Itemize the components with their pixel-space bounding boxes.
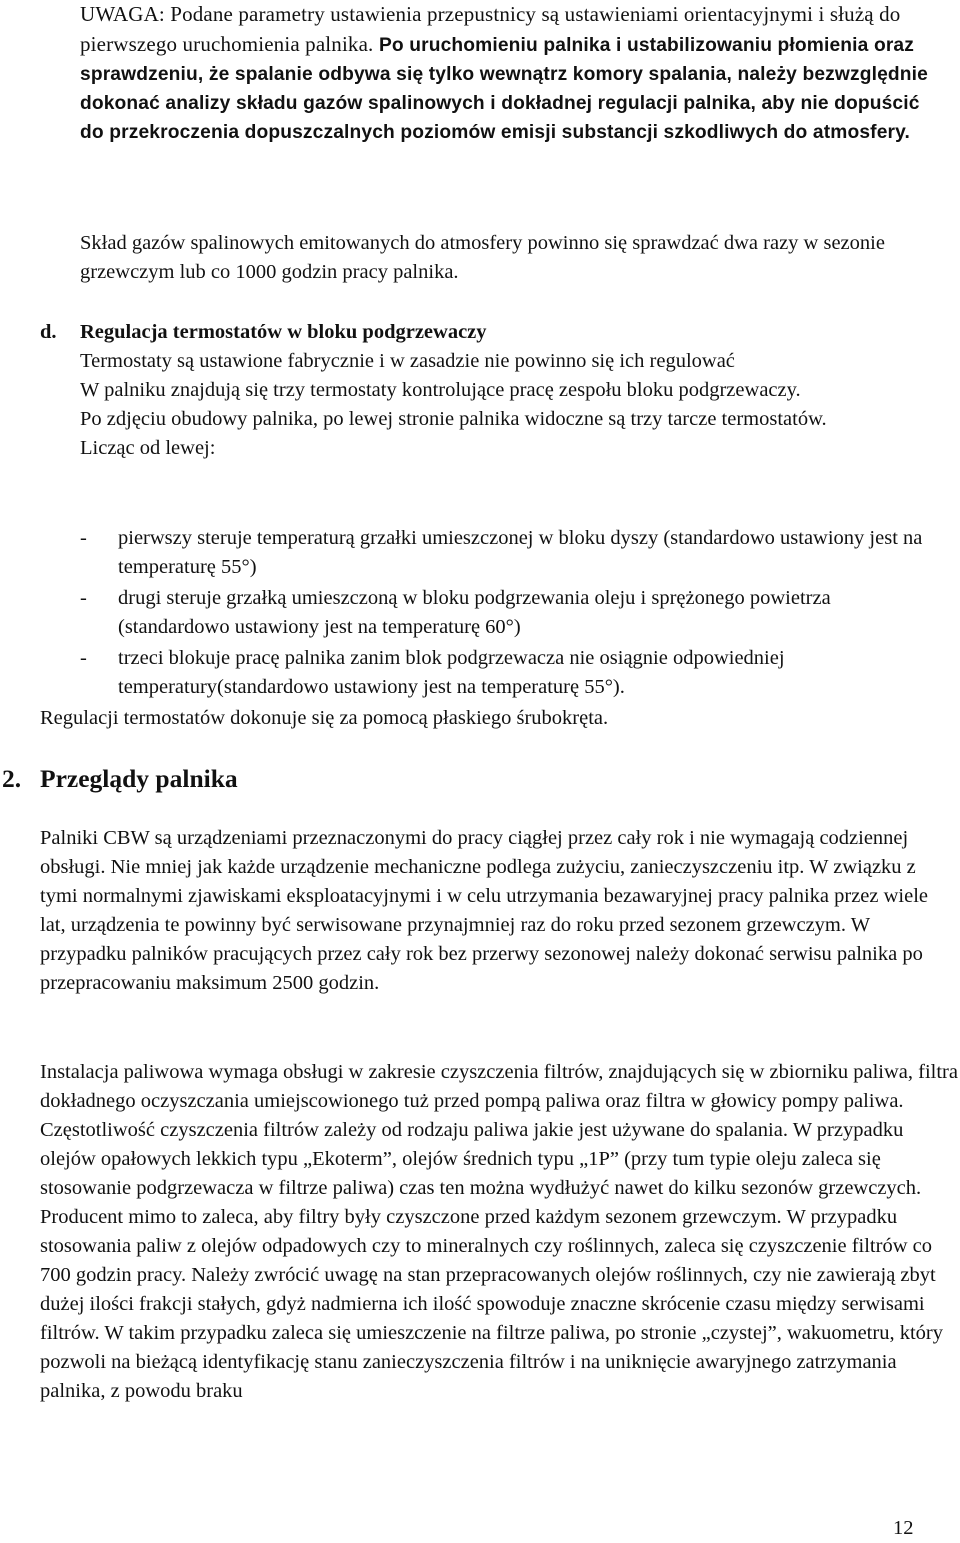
section-2-paragraph — [40, 824, 940, 998]
list-dash: - — [80, 527, 87, 549]
list-dash: - — [80, 647, 87, 669]
section-2-title: Przeglądy palnika — [40, 764, 238, 793]
list-item — [80, 524, 940, 582]
paragraph-text: Palniki CBW są urządzeniami przeznaczonymi do pracy ciągłej przez cały rok i nie wymagają codziennej obsługi. Nie mniej jak każde urządzenie mechaniczne podlega zużyciu, zanieczyszczeniu itp. W związku z tymi normalnymi zjawiskami eksploatacyjnymi i w celu utrzymania bezawaryjnej pracy palnika przez wiele lat, urządzenia te powinny być serwisowane przynajmniej raz do roku przed sezonem grzewczym. W przypadku palników pracujących przez cały rok bez przerwy sezonowej należy dokonać serwisu palnika po przepracowaniu maksimum 2500 godzin. — [40, 827, 929, 994]
section-d-heading — [40, 318, 487, 347]
section-2-paragraph — [40, 1058, 958, 1406]
section-d-letter: d. — [40, 321, 57, 343]
section-d-line: Po zdjęciu obudowy palnika, po lewej stronie palnika widoczne są trzy tarcze termostatów. — [80, 408, 827, 430]
list-item-text: trzeci blokuje pracę palnika zanim blok podgrzewacza nie osiągnie odpowiedniej temperatury(standardowo ustawiony jest na temperaturę 55°). — [118, 647, 785, 698]
list-dash: - — [80, 587, 87, 609]
section-d-closing: Regulacji termostatów dokonuje się za pomocą płaskiego śrubokręta. — [40, 707, 609, 729]
section-d-line: Licząc od lewej: — [80, 437, 216, 459]
list-item-text: pierwszy steruje temperaturą grzałki umieszczonej w bloku dyszy (standardowo ustawiony jest na temperaturę 55°) — [118, 527, 923, 578]
section-2-number: 2. — [2, 764, 22, 793]
section-d-line: W palniku znajdują się trzy termostaty kontrolujące pracę zespołu bloku podgrzewaczy. — [80, 379, 801, 401]
paragraph-text: Instalacja paliwowa wymaga obsługi w zakresie czyszczenia filtrów, znajdujących się w zbiorniku paliwa, filtra dokładnego oczyszczania umiejscowionego tuż przed pompą paliwa oraz filtra w głowicy pompy paliwa. Częstotliwość czyszczenia filtrów zależy od rodzaju paliwa jakie jest używane do spalania. W przypadku olejów opałowych lekkich typu „Ekoterm”, olejów średnich typu „1P” (przy tum typie oleju zaleca się stosowanie podgrzewacza w filtrze paliwa) czas ten można wydłużyć nawet do kilku sezonów grzewczych. Producent mimo to zaleca, aby filtry były czyszczone przed każdym sezonem grzewczym. W przypadku stosowania paliw z olejów odpadowych czy to mineralnych czy roślinnych, zaleca się czyszczenie filtrów co 700 godzin pracy. Należy zwrócić uwagę na stan przepracowanych olejów roślinnych, czy nie zawierają zbyt dużej ilości frakcji stałych, gdyż nadmierna ich ilość spowoduje znaczne skrócenie czasu między serwisami filtrów. W takim przypadku zaleca się umieszczenie na filtrze paliwa, po stronie „czystej”, wakuometru, który pozwoli na bieżącą identyfikację stanu zanieczyszczenia filtrów i na uniknięcie awaryjnego zatrzymania palnika, z powodu braku — [40, 1061, 958, 1402]
warning-note — [80, 0, 942, 147]
warning-lead: UWAGA: Podane parametry ustawienia przepustnicy są ustawieniami orientacyjnymi i służą do pierwszego uruchomienia palnika. — [80, 2, 901, 56]
list-item — [80, 584, 940, 642]
exhaust-check-note: Skład gazów spalinowych emitowanych do atmosfery powinno się sprawdzać dwa razy w sezonie grzewczym lub co 1000 godzin pracy palnika. — [80, 232, 885, 283]
thermostat-list — [80, 524, 940, 704]
page-number: 12 — [893, 1517, 914, 1539]
section-2-heading — [2, 761, 238, 797]
section-d-body — [80, 347, 910, 463]
list-item — [80, 644, 940, 702]
list-item-text: drugi steruje grzałką umieszczoną w bloku podgrzewania oleju i sprężonego powietrza (standardowo ustawiony jest na temperaturę 60°) — [118, 587, 831, 638]
section-d-line: Termostaty są ustawione fabrycznie i w zasadzie nie powinno się ich regulować — [80, 350, 735, 372]
section-d-title: Regulacja termostatów w bloku podgrzewaczy — [80, 321, 487, 343]
warning-body: Po uruchomieniu palnika i ustabilizowaniu płomienia oraz sprawdzeniu, że spalanie odbywa się tylko wewnątrz komory spalania, należy bezwzględnie dokonać analizy składu gazów spalinowych i dokładnej regulacji palnika, aby nie dopuścić do przekroczenia dopuszczalnych poziomów emisji substancji szkodliwych do atmosfery. — [80, 35, 928, 143]
